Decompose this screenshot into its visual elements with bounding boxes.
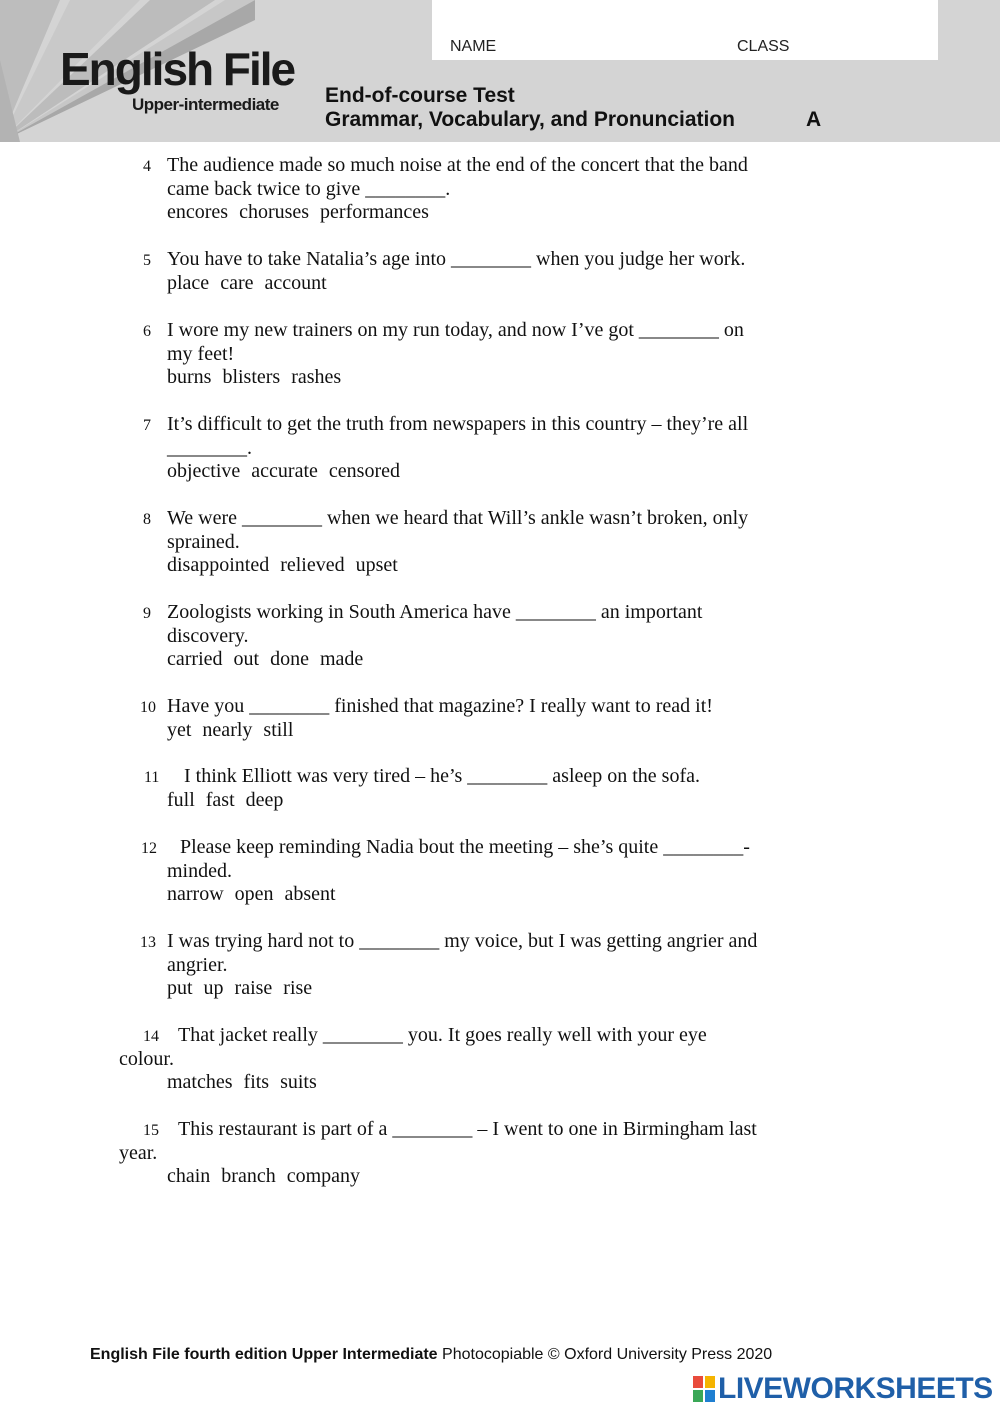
question-number: 7 bbox=[143, 417, 151, 434]
question-13 bbox=[140, 930, 758, 1001]
question-number: 14 bbox=[143, 1028, 159, 1045]
question-10 bbox=[140, 695, 713, 742]
header-banner bbox=[0, 0, 1000, 142]
question-text: Have you ________ finished that magazine? I really want to read it! bbox=[167, 695, 713, 717]
question-number: 9 bbox=[143, 605, 151, 622]
question-text: You have to take Natalia’s age into ________ when you judge her work. bbox=[167, 248, 746, 270]
question-number: 4 bbox=[143, 158, 151, 175]
question-text: ________. bbox=[167, 436, 252, 459]
question-number: 5 bbox=[143, 252, 151, 269]
answer-options: objective accurate censored bbox=[167, 460, 400, 482]
question-5 bbox=[143, 248, 746, 295]
liveworksheets-logo-icon bbox=[693, 1376, 715, 1402]
question-text: angrier. bbox=[167, 953, 228, 976]
question-text: year. bbox=[119, 1141, 158, 1164]
question-number: 13 bbox=[140, 934, 156, 951]
test-title: End-of-course Test bbox=[325, 84, 515, 107]
name-label: NAME bbox=[450, 38, 497, 55]
question-number: 11 bbox=[144, 769, 160, 786]
copyright-footer bbox=[90, 1346, 772, 1364]
liveworksheets-watermark bbox=[693, 1373, 993, 1405]
test-subtitle: Grammar, Vocabulary, and Pronunciation bbox=[325, 108, 735, 131]
answer-options: narrow open absent bbox=[167, 883, 336, 905]
question-11 bbox=[144, 765, 701, 812]
answer-options: carried out done made bbox=[167, 648, 364, 670]
brand-logo: English File bbox=[60, 43, 295, 95]
question-text: This restaurant is part of a ________ – I went to one in Birmingham last bbox=[178, 1118, 757, 1140]
question-text: Please keep reminding Nadia bout the meeting – she’s quite ________- bbox=[180, 836, 750, 858]
question-text: sprained. bbox=[167, 530, 240, 553]
question-text: We were ________ when we heard that Will’s ankle wasn’t broken, only bbox=[167, 507, 749, 529]
test-version: A bbox=[806, 108, 822, 131]
question-15 bbox=[119, 1118, 757, 1189]
answer-options: place care account bbox=[167, 271, 327, 294]
question-14 bbox=[119, 1024, 707, 1095]
question-text: colour. bbox=[119, 1047, 174, 1070]
question-text: discovery. bbox=[167, 624, 249, 647]
answer-options: full fast deep bbox=[167, 788, 284, 811]
liveworksheets-text: LIVEWORKSHEETS bbox=[718, 1372, 993, 1405]
answer-options: chain branch company bbox=[167, 1165, 361, 1187]
question-text: minded. bbox=[167, 859, 232, 882]
answer-options: yet nearly still bbox=[167, 718, 294, 741]
question-8 bbox=[143, 507, 749, 578]
answer-options: disappointed relieved upset bbox=[167, 554, 398, 576]
question-text: came back twice to give ________. bbox=[167, 177, 451, 200]
answer-options: encores choruses performances bbox=[167, 201, 429, 223]
question-text: It’s difficult to get the truth from newspapers in this country – they’re all bbox=[167, 413, 749, 435]
question-number: 12 bbox=[141, 840, 157, 857]
answer-options: burns blisters rashes bbox=[167, 366, 342, 388]
question-text: That jacket really ________ you. It goes really well with your eye bbox=[178, 1024, 707, 1046]
answer-options: matches fits suits bbox=[167, 1071, 317, 1093]
question-number: 10 bbox=[140, 699, 156, 716]
answer-options: put up raise rise bbox=[167, 977, 313, 999]
name-class-box bbox=[432, 0, 938, 60]
level-label: Upper-intermediate bbox=[132, 95, 279, 114]
question-9 bbox=[143, 601, 703, 672]
question-text: I think Elliott was very tired – he’s ________ asleep on the sofa. bbox=[184, 765, 701, 787]
question-7 bbox=[143, 413, 749, 484]
class-label: CLASS bbox=[737, 38, 790, 55]
question-4 bbox=[143, 154, 748, 225]
question-text: I was trying hard not to ________ my voice, but I was getting angrier and bbox=[167, 930, 758, 952]
footer-copyright: Photocopiable © Oxford University Press 2020 bbox=[437, 1346, 773, 1363]
question-number: 15 bbox=[143, 1122, 159, 1139]
question-number: 6 bbox=[143, 323, 151, 340]
question-text: Zoologists working in South America have ________ an important bbox=[167, 601, 703, 623]
question-number: 8 bbox=[143, 511, 151, 528]
question-6 bbox=[143, 319, 744, 390]
question-12 bbox=[141, 836, 750, 907]
footer-edition: English File fourth edition Upper Intermediate bbox=[90, 1346, 438, 1363]
question-text: my feet! bbox=[167, 342, 235, 365]
question-text: The audience made so much noise at the end of the concert that the band bbox=[167, 154, 748, 176]
question-text: I wore my new trainers on my run today, and now I’ve got ________ on bbox=[167, 319, 744, 341]
